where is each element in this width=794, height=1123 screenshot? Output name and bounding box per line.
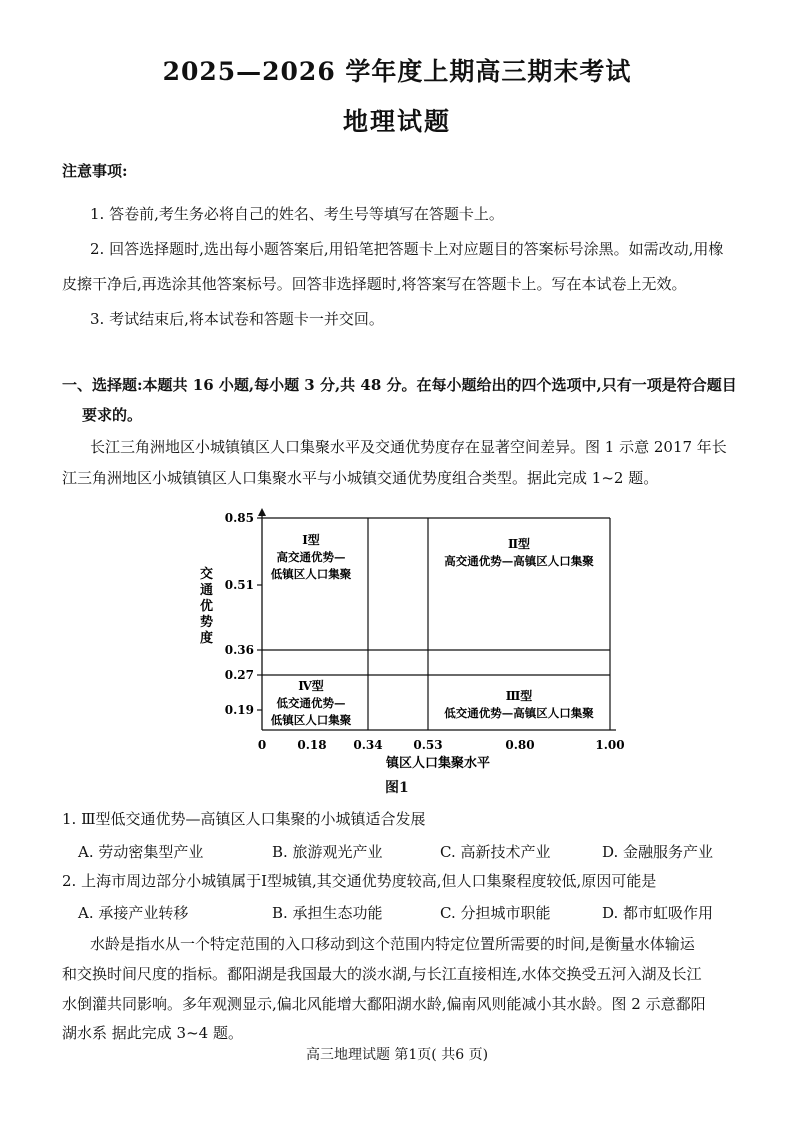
passage-text: 水倒灌共同影响。多年观测显示,偏北风能增大鄱阳湖水龄,偏南风则能减小其水龄。图 2 示意鄱阳	[62, 995, 706, 1013]
page-footer: 高三地理试题 第1页( 共6 页)	[305, 1047, 489, 1063]
notice-item: 3. 考试结束后,将本试卷和答题卡一并交回。	[90, 310, 384, 328]
section-heading-cont: 要求的。	[82, 406, 143, 424]
x-tick-label: 0.18	[297, 738, 327, 752]
intro-text: 江三角洲地区小城镇镇区人口集聚水平与小城镇交通优势度组合类型。据此完成 1~2 题。	[62, 469, 659, 487]
exam-title: 2025—2026 学年度上期高三期末考试	[162, 57, 632, 86]
x-tick-label: 0.34	[353, 738, 383, 752]
figure-caption: 图1	[385, 780, 409, 796]
question-1-stem: 1. Ⅲ型低交通优势—高镇区人口集聚的小城镇适合发展	[62, 810, 426, 828]
q1-option-a: A. 劳动密集型产业	[78, 843, 204, 861]
q1-option-c: C. 高新技术产业	[440, 843, 551, 861]
y-tick-label: 0.36	[224, 643, 254, 657]
region-desc-line1: 低交通优势—	[276, 696, 346, 710]
q2-option-b: B. 承担生态功能	[272, 904, 383, 922]
region-desc-line1: 低交通优势—高镇区人口集聚	[444, 706, 594, 720]
q2-option-a: A. 承接产业转移	[78, 904, 189, 922]
notice-item: 1. 答卷前,考生务必将自己的姓名、考生号等填写在答题卡上。	[90, 205, 504, 223]
x-tick-label: 0.53	[413, 738, 443, 752]
figure-1-chart	[190, 500, 630, 800]
notice-item: 2. 回答选择题时,选出每小题答案后,用铅笔把答题卡上对应题目的答案标号涂黑。如需改动,用橡	[90, 240, 724, 258]
region-type-label: Ⅰ型	[302, 533, 320, 547]
notice-heading: 注意事项:	[62, 162, 128, 180]
y-tick-label: 0.19	[224, 703, 254, 717]
x-tick-label: 0.80	[505, 738, 535, 752]
x-tick-label: 1.00	[595, 738, 625, 752]
region-type-label: Ⅳ型	[298, 679, 324, 693]
region-desc-line2: 低镇区人口集聚	[270, 713, 352, 727]
y-tick-label: 0.85	[224, 511, 254, 525]
passage-text: 水龄是指水从一个特定范围的入口移动到这个范围内特定位置所需要的时间,是衡量水体输运	[90, 935, 695, 953]
passage-text: 湖水系 据此完成 3~4 题。	[62, 1024, 243, 1042]
notice-item: 皮擦干净后,再选涂其他答案标号。回答非选择题时,将答案写在答题卡上。写在本试卷上无效。	[62, 275, 687, 293]
y-axis-arrow	[258, 508, 266, 516]
region-type-label: Ⅱ型	[507, 537, 531, 551]
region-desc-line1: 高交通优势—	[276, 550, 346, 564]
x-axis-label: 镇区人口集聚水平	[385, 756, 491, 771]
q1-option-b: B. 旅游观光产业	[272, 843, 383, 861]
q2-option-c: C. 分担城市职能	[440, 904, 551, 922]
region-desc-line2: 低镇区人口集聚	[270, 567, 352, 581]
q2-option-d: D. 都市虹吸作用	[602, 904, 714, 922]
y-tick-label: 0.27	[224, 668, 254, 682]
q1-option-d: D. 金融服务产业	[602, 843, 714, 861]
region-desc-line1: 高交通优势—高镇区人口集聚	[444, 554, 594, 568]
intro-text: 长江三角洲地区小城镇镇区人口集聚水平及交通优势度存在显著空间差异。图 1 示意 2017 年长	[90, 438, 727, 456]
passage-text: 和交换时间尺度的指标。鄱阳湖是我国最大的淡水湖,与长江直接相连,水体交换受五河入湖及长江	[62, 965, 702, 983]
y-axis-label: 交通优势度	[200, 567, 214, 646]
x-tick-label: 0	[257, 738, 267, 752]
region-type-label: Ⅲ型	[505, 689, 533, 703]
subject-title: 地理试题	[342, 107, 451, 136]
question-2-stem: 2. 上海市周边部分小城镇属于Ⅰ型城镇,其交通优势度较高,但人口集聚程度较低,原因可能是	[62, 872, 657, 890]
section-heading: 一、选择题:本题共 16 小题,每小题 3 分,共 48 分。在每小题给出的四个选项中,只有一项是符合题目	[62, 376, 737, 394]
y-tick-label: 0.51	[224, 578, 254, 592]
